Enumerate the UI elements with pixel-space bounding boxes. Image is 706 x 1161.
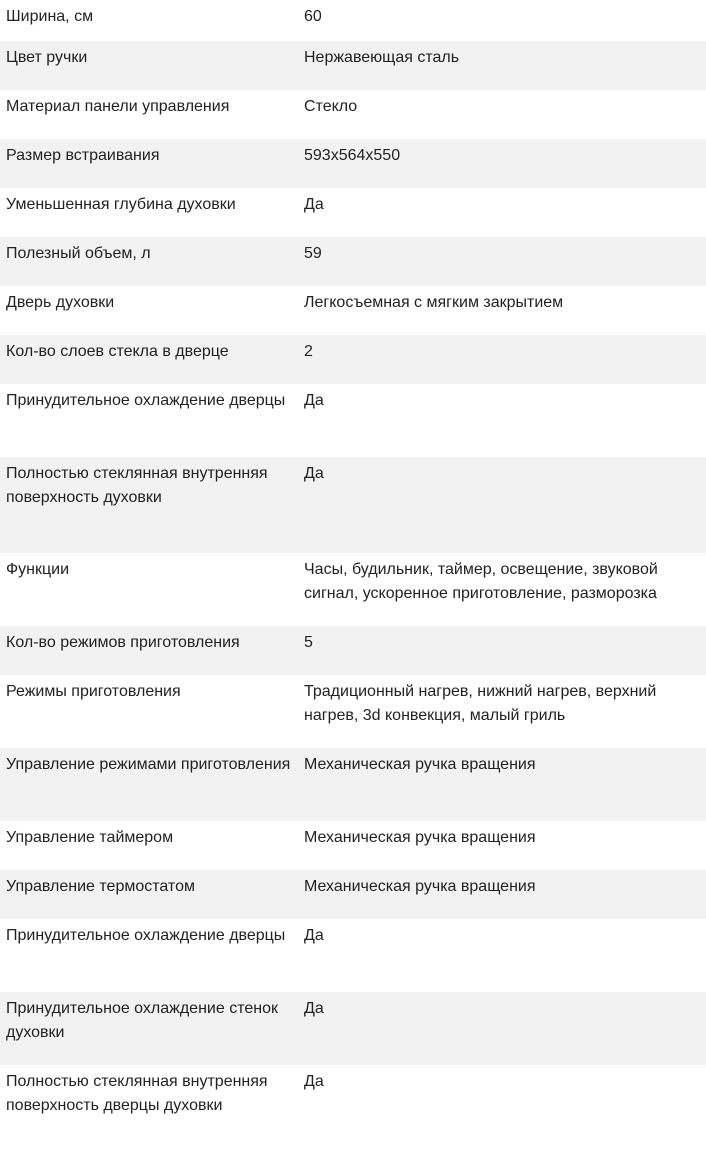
spec-row-timer-control [0, 821, 706, 870]
spec-value: Механическая ручка вращения [304, 870, 706, 919]
spec-row-wall-cooling [0, 992, 706, 1065]
spec-row-oven-door [0, 286, 706, 335]
spec-row-panel-material [0, 90, 706, 139]
spec-row-functions [0, 553, 706, 626]
spec-value: 60 [304, 8, 322, 25]
spec-row-door-cooling-2 [0, 919, 706, 992]
spec-row-thermostat-control [0, 870, 706, 919]
spec-value: Традиционный нагрев, нижний нагрев, верхний нагрев, 3d конвекция, малый гриль [304, 683, 657, 724]
spec-name: Полностью стеклянная внутренняя поверхность духовки [0, 457, 304, 553]
spec-row-reduced-depth [0, 188, 706, 237]
spec-name: Размер встраивания [0, 139, 304, 188]
spec-name: Дверь духовки [6, 294, 115, 311]
spec-row-width [0, 0, 706, 41]
spec-value: Да [304, 1073, 324, 1090]
spec-name: Уменьшенная глубина духовки [6, 196, 236, 213]
spec-value: Механическая ручка вращения [304, 829, 536, 846]
spec-value: Да [304, 992, 706, 1065]
spec-name: Принудительное охлаждение стенок духовки [0, 992, 304, 1065]
spec-name: Управление режимами приготовления [0, 748, 304, 821]
spec-row-door-cooling [0, 384, 706, 457]
spec-name: Материал панели управления [6, 98, 230, 115]
spec-value: Механическая ручка вращения [304, 748, 706, 821]
spec-row-mode-count [0, 626, 706, 675]
spec-name: Полезный объем, л [0, 237, 304, 286]
spec-value: Часы, будильник, таймер, освещение, звуковой сигнал, ускоренное приготовление, разморозка [304, 561, 658, 602]
spec-value: Стекло [304, 98, 358, 115]
spec-row-volume [0, 237, 706, 286]
spec-value: Да [304, 457, 706, 553]
spec-value: Нержавеющая сталь [304, 41, 706, 90]
spec-name: Ширина, см [6, 8, 94, 25]
spec-name: Управление термостатом [0, 870, 304, 919]
spec-name: Принудительное охлаждение дверцы [6, 392, 286, 409]
spec-row-glass-interior [0, 457, 706, 553]
spec-value: 593x564x550 [304, 139, 706, 188]
spec-name: Функции [6, 561, 70, 578]
spec-row-glass-layers [0, 335, 706, 384]
spec-name: Цвет ручки [0, 41, 304, 90]
spec-row-glass-door-interior [0, 1065, 706, 1161]
spec-name: Кол-во слоев стекла в дверце [0, 335, 304, 384]
spec-value: Легкосъемная с мягким закрытием [304, 294, 564, 311]
spec-name: Полностью стеклянная внутренняя поверхность дверцы духовки [6, 1073, 268, 1114]
spec-row-modes [0, 675, 706, 748]
spec-name: Принудительное охлаждение дверцы [6, 927, 286, 944]
spec-value: 5 [304, 626, 706, 675]
spec-value: Да [304, 927, 324, 944]
spec-row-embed-size [0, 139, 706, 188]
spec-name: Управление таймером [6, 829, 174, 846]
spec-value: 2 [304, 335, 706, 384]
spec-row-mode-control [0, 748, 706, 821]
spec-value: 59 [304, 237, 706, 286]
spec-value: Да [304, 196, 324, 213]
spec-value: Да [304, 392, 324, 409]
spec-row-handle-color [0, 41, 706, 90]
spec-name: Режимы приготовления [6, 683, 181, 700]
spec-name: Кол-во режимов приготовления [0, 626, 304, 675]
